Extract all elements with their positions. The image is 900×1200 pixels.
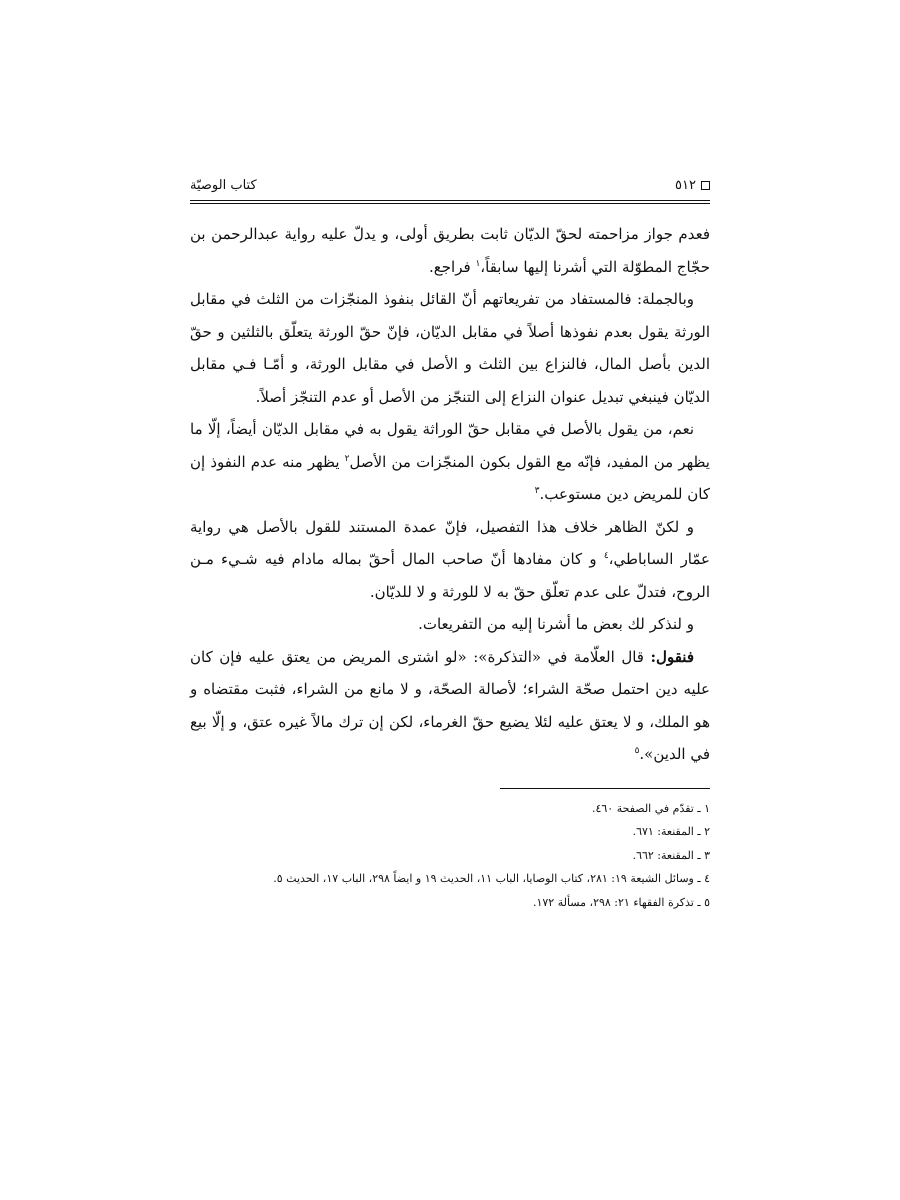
paragraph-text: وبالجملة: فالمستفاد من تفريعاتهم أنّ القائل بنفوذ المنجّزات من الثلث في مقابل الورثة يقول بعدم نفوذها أصلاً في مقابل الديّان، فإنّ حقّ الورثة يتعلّق بالثلثين و حقّ الدين بأصل المال، فالنزاع بين الثلث و الأصل في مقابل الورثة، و أمّـا فـي مقابل الديّان فينبغي تبديل عنوان النزاع إلى التنجّز من الأصل أو عدم التنجّز أصلاً. [190,290,710,406]
running-title: كتاب الوصيّة [190,178,257,193]
page-header [190,170,710,200]
footnote-4: ٤ ـ وسائل الشيعة ١٩: ٢٨١، كتاب الوصايا، الباب ١١، الحديث ١٩ و ايضاً ٢٩٨، الباب ١٧، الحديث ٥. [273,872,710,885]
footnote-ref: ٣ [534,486,540,496]
paragraph-text: نعم، من يقول بالأصل في مقابل حقّ الوراثة يقول به في مقابل الديّان أيضاً، إلّا ما يظهر من المفيد، فإنّه مع القول بكون المنجّزات من الأصل [190,420,710,471]
paragraph-text: و كان مفادها أنّ صاحب المال أحقّ بماله مادام فيه شـيء مـن الروح، فتدلّ على عدم تعلّق حقّ به لا للورثة و لا للديّان. [190,550,710,601]
header-double-rule [190,200,710,204]
paragraph-3 [190,413,710,511]
paragraph-text: فراجع. [429,257,476,276]
paragraph-6 [190,641,710,771]
paragraph-text: و لنذكر لك بعض ما أشرنا إليه من التفريعات. [418,615,694,633]
paragraph-text: فعدم جواز مزاحمته لحقّ الديّان ثابت بطريق أولى، و يدلّ عليه رواية عبدالرحمن بن حجّاج المطوّلة التي أشرنا إليها سابقاً، [190,225,710,276]
footnote-ref: ١ [475,258,481,269]
footnote-separator [500,788,710,789]
page-number-group [675,178,710,193]
footnote-ref: ٥ [634,746,640,756]
footnote-ref: ٤ [603,551,609,561]
document-page [190,170,710,914]
body-text [190,218,710,771]
page-number: ٥١٢ [675,178,696,193]
square-box-icon [701,181,710,190]
paragraph-text: يظهر منه عدم النفوذ إن كان للمريض دين مستوعب. [190,452,710,503]
footnotes [190,797,710,915]
paragraph-2 [190,283,710,413]
footnote-1: ١ ـ تقدّم في الصفحة ٤٦٠. [591,801,710,815]
paragraph-text: قال العلّامة في «التذكرة»: «لو اشترى المريض من يعتق عليه فإن كان عليه دين احتمل صحّة الشراء؛ لأصالة الصحّة، و لا مانع من الشراء، فثبت مقتضاه و هو الملك، و لا يعتق عليه لئلا يضيع حقّ الغرماء، لكن إن ترك مالاً غيره عتق، و إلّا بيع في الدين». [190,647,710,763]
bold-lead-word: فنقول: [650,647,694,666]
paragraph-text: و لكنّ الظاهر خلاف هذا التفصيل، فإنّ عمدة المستند للقول بالأصل هي رواية عمّار الساباطي، [190,517,711,568]
footnote-ref: ٢ [344,453,350,464]
footnote-2: ٢ ـ المقنعة: ٦٧١. [632,825,710,838]
paragraph-1 [190,218,710,283]
paragraph-4 [190,511,710,609]
footnote-5: ٥ ـ تذكرة الفقهاء ٢١: ٢٩٨، مسألة ١٧٢. [532,895,710,909]
paragraph-5 [190,608,710,641]
footnote-3: ٣ ـ المقنعة: ٦٦٢. [632,848,710,862]
